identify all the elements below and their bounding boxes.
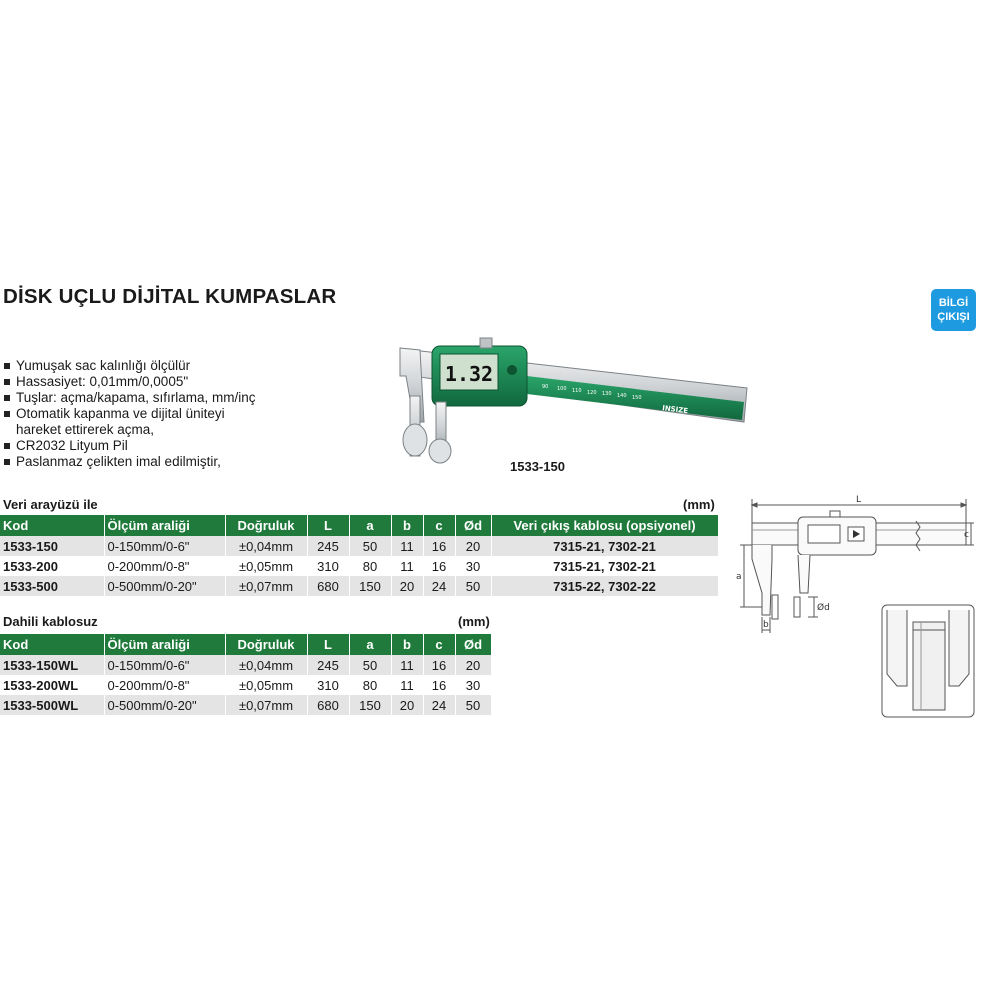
col-header: Doğruluk	[225, 515, 307, 536]
lcd-value: 1.32	[444, 362, 494, 386]
dim-label-c: c	[964, 530, 969, 540]
cell: 50	[455, 576, 491, 596]
moving-disk	[794, 597, 800, 617]
col-header: Ød	[455, 634, 491, 655]
info-output-badge[interactable]	[931, 289, 976, 331]
dim-label-L: L	[856, 495, 862, 505]
cell: ±0,04mm	[225, 536, 307, 556]
cell: 20	[391, 576, 423, 596]
cell: 1533-200WL	[0, 675, 104, 695]
scale-mark: 100	[557, 386, 567, 392]
inset-jaw-right	[949, 610, 969, 686]
table2-unit: (mm)	[458, 614, 490, 629]
cell: 20	[391, 695, 423, 715]
col-header: Kod	[0, 515, 104, 536]
cell: 245	[307, 655, 349, 675]
cell: 0-200mm/0-8"	[104, 675, 225, 695]
lcd	[808, 525, 840, 543]
cell: 7315-21, 7302-21	[491, 556, 718, 576]
col-header: Ød	[455, 515, 491, 536]
product-caption: 1533-150	[510, 459, 565, 474]
cell: 50	[349, 655, 391, 675]
cell: 1533-150	[0, 536, 104, 556]
cell: ±0,07mm	[225, 576, 307, 596]
cell: 245	[307, 536, 349, 556]
feature-list	[4, 358, 316, 470]
cell: 11	[391, 675, 423, 695]
cell: 1533-500WL	[0, 695, 104, 715]
badge-line-1: BİLGİ	[938, 297, 969, 309]
cell: 16	[423, 655, 455, 675]
col-header: Doğruluk	[225, 634, 307, 655]
scale-mark: 120	[587, 390, 597, 396]
feature-item: Hassasiyet: 0,01mm/0,0005"	[4, 374, 316, 390]
fixed-disk	[403, 424, 427, 456]
table-row	[0, 576, 718, 596]
fixed-jaw	[752, 545, 772, 615]
moving-jaw	[798, 555, 810, 593]
col-header: Kod	[0, 634, 104, 655]
cell: 30	[455, 556, 491, 576]
col-header: a	[349, 515, 391, 536]
col-header: b	[391, 634, 423, 655]
moving-disk	[429, 439, 451, 463]
col-header: a	[349, 634, 391, 655]
col-header: c	[423, 515, 455, 536]
cell: 150	[349, 695, 391, 715]
table1-unit: (mm)	[683, 497, 715, 512]
cell: 16	[423, 536, 455, 556]
table1-title: Veri arayüzü ile	[3, 497, 98, 512]
cell: 0-200mm/0-8"	[104, 556, 225, 576]
table-row	[0, 675, 491, 695]
cell: 80	[349, 556, 391, 576]
feature-item: Paslanmaz çelikten imal edilmiştir,	[4, 454, 316, 470]
scale-mark: 90	[542, 384, 549, 390]
table-header-row	[0, 634, 491, 655]
dim-label-d: Ød	[817, 603, 830, 613]
cell: ±0,04mm	[225, 655, 307, 675]
scale-mark: 130	[602, 391, 612, 397]
cell: 80	[349, 675, 391, 695]
cell: ±0,07mm	[225, 695, 307, 715]
cell: 310	[307, 556, 349, 576]
arrow	[752, 503, 757, 507]
cell: 16	[423, 675, 455, 695]
cell: 24	[423, 695, 455, 715]
cell: 680	[307, 576, 349, 596]
cell: 0-500mm/0-20"	[104, 695, 225, 715]
head-button	[507, 365, 517, 375]
cell: 30	[455, 675, 491, 695]
inset-disk	[913, 622, 945, 710]
page-title: DİSK UÇLU DİJİTAL KUMPASLAR	[3, 285, 337, 308]
cell: 20	[455, 536, 491, 556]
inset-jaw-left	[887, 610, 907, 686]
cell: 680	[307, 695, 349, 715]
scale-mark: 140	[617, 393, 627, 399]
caliper-product-image	[392, 336, 752, 466]
col-header: c	[423, 634, 455, 655]
table-row	[0, 556, 718, 576]
brand-logo: INSIZE	[661, 404, 689, 416]
cell: 20	[455, 655, 491, 675]
cell: 7315-22, 7302-22	[491, 576, 718, 596]
table-row	[0, 536, 718, 556]
col-header: L	[307, 515, 349, 536]
table-header-row	[0, 515, 718, 536]
fixed-disk	[772, 595, 778, 619]
cell: 1533-500	[0, 576, 104, 596]
cell: 50	[349, 536, 391, 556]
dim-label-a: a	[736, 572, 742, 582]
col-header: Veri çıkış kablosu (opsiyonel)	[491, 515, 718, 536]
feature-item: Yumuşak sac kalınlığı ölçülür	[4, 358, 316, 374]
spec-table-wireless	[0, 634, 492, 715]
col-header: Ölçüm araliği	[104, 634, 225, 655]
cell: 150	[349, 576, 391, 596]
cell: 50	[455, 695, 491, 715]
cell: ±0,05mm	[225, 675, 307, 695]
cell: 0-150mm/0-6"	[104, 655, 225, 675]
cell: 11	[391, 556, 423, 576]
col-header: Ölçüm araliği	[104, 515, 225, 536]
table-row	[0, 655, 491, 675]
cell: 0-500mm/0-20"	[104, 576, 225, 596]
cell: 0-150mm/0-6"	[104, 536, 225, 556]
cell: 11	[391, 536, 423, 556]
cell: 1533-150WL	[0, 655, 104, 675]
screw	[830, 511, 840, 517]
feature-item: Otomatik kapanma ve dijital üniteyi hareket ettirerek açma,	[4, 406, 266, 438]
cell: 310	[307, 675, 349, 695]
cell: 1533-200	[0, 556, 104, 576]
cell: 24	[423, 576, 455, 596]
cell: 16	[423, 556, 455, 576]
spec-table-data-interface	[0, 515, 719, 596]
cell: 11	[391, 655, 423, 675]
col-header: L	[307, 634, 349, 655]
dim-label-b: b	[763, 620, 769, 630]
table2-title: Dahili kablosuz	[3, 614, 98, 629]
feature-item: Tuşlar: açma/kapama, sıfırlama, mm/inç	[4, 390, 316, 406]
scale-mark: 110	[572, 388, 582, 394]
scale-mark: 150	[632, 395, 642, 401]
jaw-detail-inset	[881, 604, 975, 718]
badge-line-2: ÇIKIŞI	[937, 311, 970, 323]
cell: ±0,05mm	[225, 556, 307, 576]
table-row	[0, 695, 491, 715]
feature-item: CR2032 Lityum Pil	[4, 438, 316, 454]
thumb-screw	[480, 338, 492, 348]
arrow	[961, 503, 966, 507]
cell: 7315-21, 7302-21	[491, 536, 718, 556]
col-header: b	[391, 515, 423, 536]
